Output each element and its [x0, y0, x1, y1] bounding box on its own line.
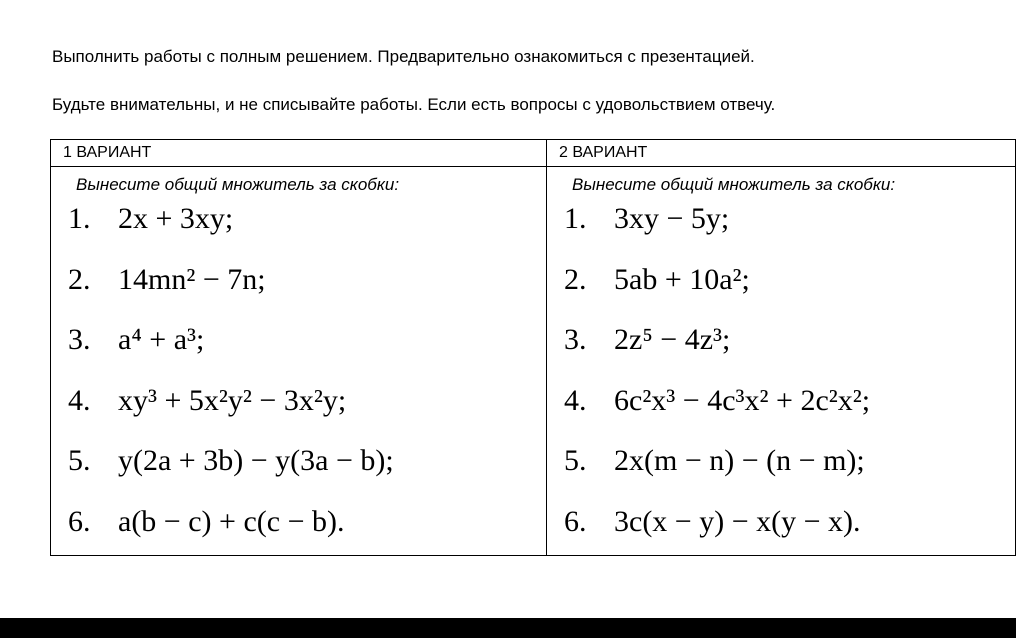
- item-expression: a(b − c) + c(c − b).: [118, 504, 345, 538]
- intro-line-1: Выполнить работы с полным решением. Предварительно ознакомиться с презентацией.: [52, 47, 755, 66]
- list-item: [51, 195, 546, 256]
- list-item: [51, 377, 546, 438]
- list-item: [547, 316, 1015, 377]
- variant-1-items: [51, 195, 546, 555]
- item-expression: y(2a + 3b) − y(3a − b);: [118, 444, 394, 477]
- item-number: 6.: [68, 504, 91, 538]
- item-expression: 14mn² − 7n;: [118, 262, 266, 296]
- item-expression: 2x(m − n) − (n − m);: [614, 444, 865, 477]
- variant-1-instruction: Вынесите общий множитель за скобки:: [76, 175, 400, 194]
- item-expression: 2x + 3xy;: [118, 202, 234, 235]
- variant-1-header: 1 ВАРИАНТ: [51, 140, 547, 167]
- item-number: 2.: [564, 262, 587, 296]
- item-expression: 5ab + 10a²;: [614, 262, 750, 296]
- item-number: 3.: [564, 323, 587, 356]
- item-expression: 3xy − 5y;: [614, 202, 730, 235]
- list-item: [547, 256, 1015, 317]
- list-item: [51, 498, 546, 559]
- item-expression: 3c(x − y) − x(y − x).: [614, 504, 861, 538]
- intro-line-2: Будьте внимательны, и не списывайте работы. Если есть вопросы с удовольствием отвечу.: [52, 95, 776, 114]
- item-number: 4.: [564, 383, 587, 417]
- item-expression: a⁴ + a³;: [118, 323, 205, 356]
- list-item: [51, 316, 546, 377]
- variant-2-header: 2 ВАРИАНТ: [547, 140, 1016, 167]
- item-number: 5.: [68, 444, 91, 477]
- list-item: [547, 437, 1015, 498]
- item-number: 3.: [68, 323, 91, 356]
- list-item: [51, 437, 546, 498]
- list-item: [547, 498, 1015, 559]
- item-expression: 2z⁵ − 4z³;: [614, 323, 731, 356]
- variant-1-cell: [51, 167, 547, 556]
- list-item: [547, 377, 1015, 438]
- item-number: 6.: [564, 504, 587, 538]
- item-number: 1.: [564, 202, 587, 235]
- item-expression: xy³ + 5x²y² − 3x²y;: [118, 383, 347, 417]
- variant-2-items: [547, 195, 1015, 555]
- item-number: 4.: [68, 383, 91, 417]
- content-row: [51, 167, 1016, 556]
- variant-2-instruction: Вынесите общий множитель за скобки:: [572, 175, 896, 194]
- item-number: 1.: [68, 202, 91, 235]
- item-number: 2.: [68, 262, 91, 296]
- bottom-black-bar: [0, 618, 1016, 638]
- header-row: [51, 140, 1016, 167]
- list-item: [547, 195, 1015, 256]
- list-item: [51, 256, 546, 317]
- variant-2-cell: [547, 167, 1016, 556]
- item-number: 5.: [564, 444, 587, 477]
- item-expression: 6c²x³ − 4c³x² + 2c²x²;: [614, 383, 871, 417]
- variants-table: [50, 139, 1016, 556]
